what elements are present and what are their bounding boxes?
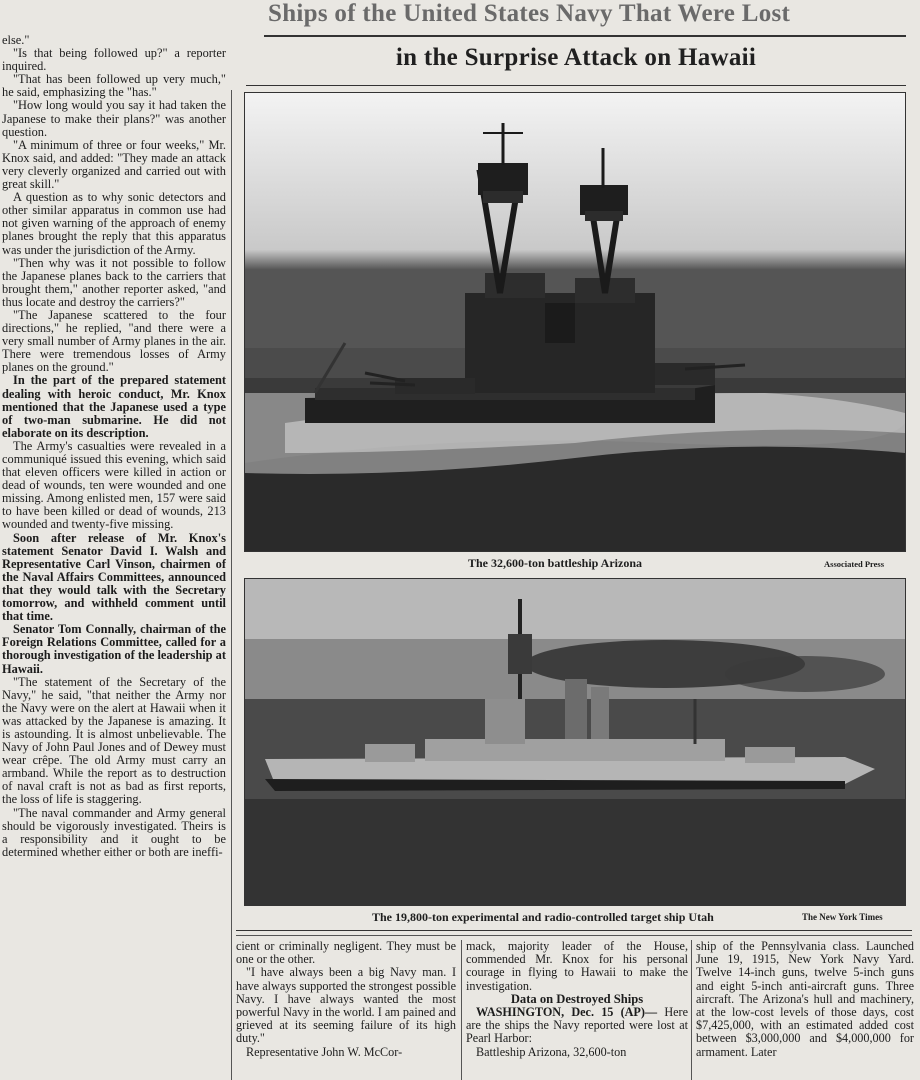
- arizona-caption: The 32,600-ton battleship Arizona: [468, 556, 643, 570]
- article-paragraph: "I have always been a big Navy man. I have always supported the strongest possible Navy. I have always wanted the most powerful Navy in the world. I am pained and grieved at its seeming failure of its high duty.": [236, 965, 456, 1046]
- bottom-column-3: [696, 940, 914, 1080]
- article-paragraph: "Is that being followed up?" a reporter inquired.: [2, 46, 226, 74]
- photo-section-rule: [236, 930, 912, 931]
- article-paragraph: else.": [2, 34, 30, 47]
- bottom-column-2: [466, 940, 688, 1080]
- headline-rule: [264, 35, 906, 37]
- article-paragraph: "The naval commander and Army general should be vigorously investigated. Theirs is a responsibility and it ought to be determined whether either or both are ineffi-: [2, 805, 226, 859]
- article-paragraph: "The Japanese scattered to the four directions," he replied, "and there were a very small number of Army planes in the air. There were tremendous losses of Army planes on the ground.": [2, 307, 226, 375]
- arizona-illustration: [245, 93, 905, 551]
- article-paragraph: Battleship Arizona, 32,600-ton: [476, 1044, 627, 1059]
- dateline: WASHINGTON, Dec. 15 (AP)—: [476, 1005, 658, 1020]
- article-paragraph: "How long would you say it had taken the Japanese to make their plans?" was another question.: [2, 98, 226, 139]
- headline-block: [240, 0, 912, 90]
- utah-photo-credit: The New York Times: [802, 912, 883, 922]
- article-paragraph: "Then why was it not possible to follow the Japanese planes back to the carriers that brought them," another reporter asked, "and thus locate and destroy the carriers?": [2, 255, 226, 309]
- article-paragraph: Soon after release of Mr. Knox's statement Senator David I. Walsh and Representative Carl Vinson, chairmen of the Naval Affairs Committees, announced that they would talk with the Secretary tomorrow, and withheld comment until that time.: [2, 530, 226, 624]
- article-paragraph: "That has been followed up very much," he said, emphasizing the "has.": [2, 72, 226, 100]
- article-text: Here are the ships the Navy reported were lost at Pearl Harbor:: [466, 1005, 688, 1046]
- arizona-photo-credit: Associated Press: [824, 559, 885, 569]
- column-divider: [231, 90, 232, 1080]
- article-paragraph: [466, 1006, 688, 1046]
- utah-illustration: [245, 579, 905, 905]
- article-paragraph: mack, majority leader of the House, commended Mr. Knox for his personal courage in flying to Hawaii to make the investigation.: [466, 940, 688, 993]
- utah-caption: The 19,800-ton experimental and radio-controlled target ship Utah: [372, 910, 714, 924]
- article-paragraph: The Army's casualties were revealed in a communiqué issued this evening, which said that eleven officers were killed in action or dead of wounds, ten were wounded and one missing. Among enlisted men, 157 were said to have been killed or dead of wounds, 213 wounded and twenty-five missing.: [2, 438, 226, 532]
- headline-rule-bottom: [246, 85, 906, 86]
- utah-photo: [244, 578, 906, 906]
- headline-line-1: Ships of the United States Navy That Were Lost: [268, 0, 791, 27]
- photo-section-rule-2: [236, 935, 912, 936]
- article-paragraph: cient or criminally negligent. They must be one or the other.: [236, 940, 456, 967]
- article-paragraph: Senator Tom Connally, chairman of the Foreign Relations Committee, called for a thorough investigation of the leadership at Hawaii.: [2, 622, 226, 676]
- bottom-column-divider: [461, 940, 462, 1080]
- article-paragraph: Representative John W. McCor-: [246, 1044, 403, 1059]
- arizona-photo: [244, 92, 906, 552]
- article-paragraph: "A minimum of three or four weeks," Mr. Knox said, and added: "They made an attack very cleverly organized and carried out with great skill.": [2, 137, 226, 192]
- left-article-column: [2, 34, 226, 1080]
- bottom-column-1: [236, 940, 456, 1080]
- article-paragraph: In the part of the prepared statement dealing with heroic conduct, Mr. Knox mentioned that the Japanese used a type of two-man submarine. He did not elaborate on its description.: [2, 373, 226, 440]
- article-paragraph: A question as to why sonic detectors and other similar apparatus in common use had not given warning of the approach of enemy planes brought the reply that this apparatus was under the jurisdiction of the Army.: [2, 190, 226, 257]
- article-paragraph: ship of the Pennsylvania class. Launched June 19, 1915, New York Navy Yard. Twelve 14-inch guns, twelve 5-inch guns and eight 5-inch anti-aircraft guns. Three aircraft. The Arizona's hull and machinery, at the low-cost levels of those days, cost $7,425,000, with an estimated added cost between $3,000,000 and $4,000,000 for armament. Later: [696, 940, 914, 1059]
- headline-line-2: in the Surprise Attack on Hawaii: [395, 44, 757, 71]
- bottom-column-divider: [691, 940, 692, 1080]
- article-paragraph: "The statement of the Secretary of the Navy," he said, "that neither the Army nor the Navy were on the alert at Hawaii when it was attacked by the Japanese is amazing. It is astounding. It is almost unbelievable. The Navy of John Paul Jones and of Dewey must wear crêpe. The old Army must carry an armband. While the report as to destruction of naval craft is not as bad as first reports, the loss of life is staggering.: [2, 674, 226, 807]
- subheading: Data on Destroyed Ships: [510, 991, 644, 1006]
